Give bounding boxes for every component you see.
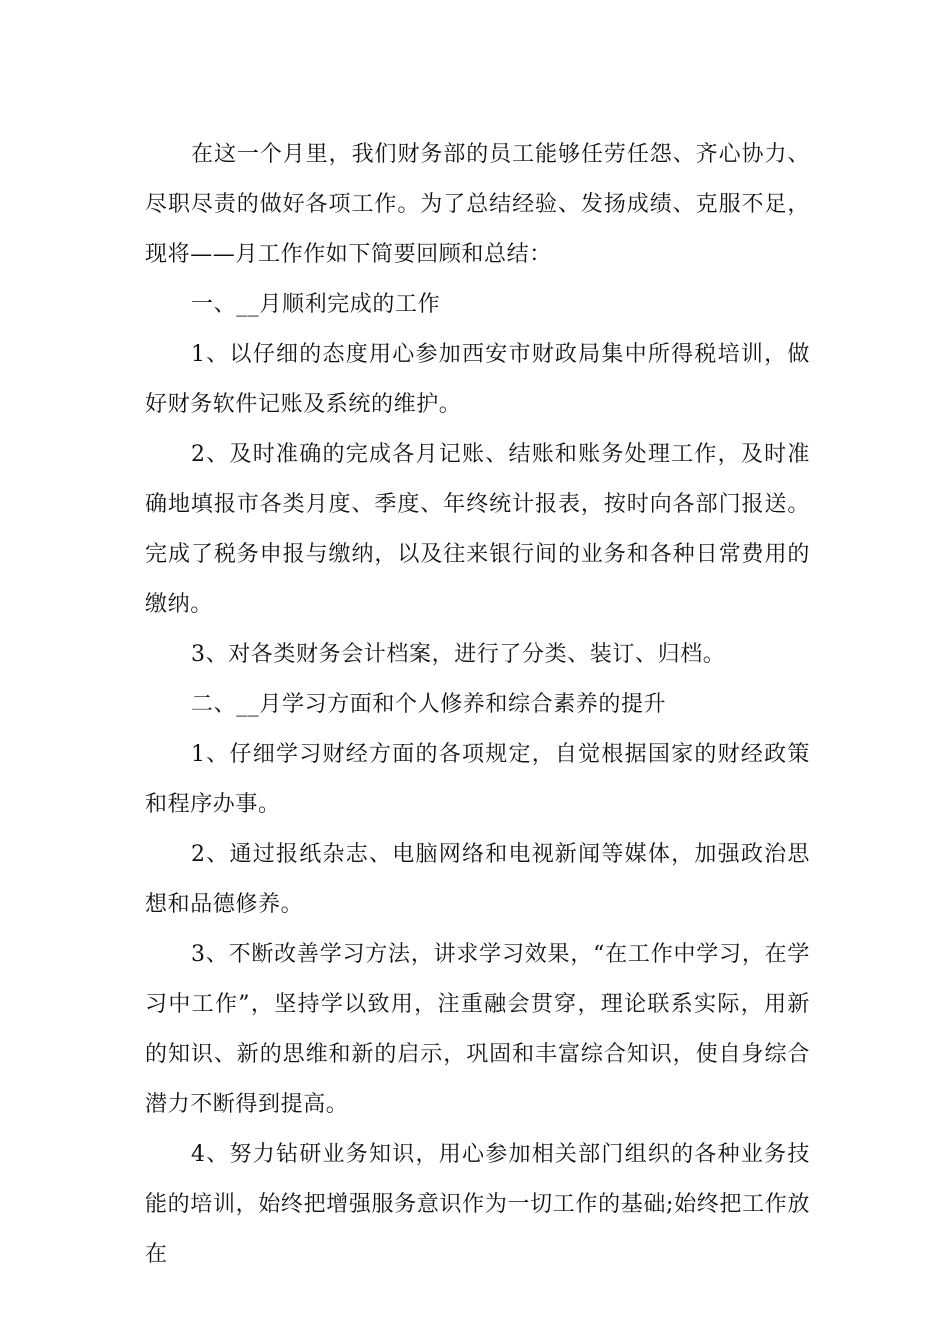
list-item-2-2: 2、通过报纸杂志、电脑网络和电视新闻等媒体，加强政治思想和品德修养。 [145, 842, 810, 917]
section-heading-1: 一、__月顺利完成的工作 [191, 292, 441, 317]
section-heading-2: 二、__月学习方面和个人修养和综合素养的提升 [191, 692, 667, 717]
list-item-2-4: 4、努力钻研业务知识，用心参加相关部门组织的各种业务技能的培训，始终把增强服务意识作为一切工作的基础;始终把工作放在 [145, 1142, 810, 1267]
paragraph-intro: 在这一个月里，我们财务部的员工能够任劳任怨、齐心协力、尽职尽责的做好各项工作。为了总结经验、发扬成绩、克服不足，现将——月工作作如下简要回顾和总结： [145, 142, 810, 267]
document-body [145, 130, 810, 1280]
list-item-1-3: 3、对各类财务会计档案，进行了分类、装订、归档。 [191, 642, 726, 667]
list-item-2-3: 3、不断改善学习方法，讲求学习效果，“在工作中学习，在学习中工作”，坚持学以致用，注重融会贯穿，理论联系实际，用新的知识、新的思维和新的启示，巩固和丰富综合知识，使自身综合潜力不断得到提高。 [145, 942, 810, 1117]
list-item-1-2: 2、及时准确的完成各月记账、结账和账务处理工作，及时准确地填报市各类月度、季度、年终统计报表，按时向各部门报送。完成了税务申报与缴纳，以及往来银行间的业务和各种日常费用的缴纳。 [145, 442, 810, 617]
list-item-1-1: 1、以仔细的态度用心参加西安市财政局集中所得税培训，做好财务软件记账及系统的维护。 [145, 342, 810, 417]
list-item-2-1: 1、仔细学习财经方面的各项规定，自觉根据国家的财经政策和程序办事。 [145, 742, 810, 817]
